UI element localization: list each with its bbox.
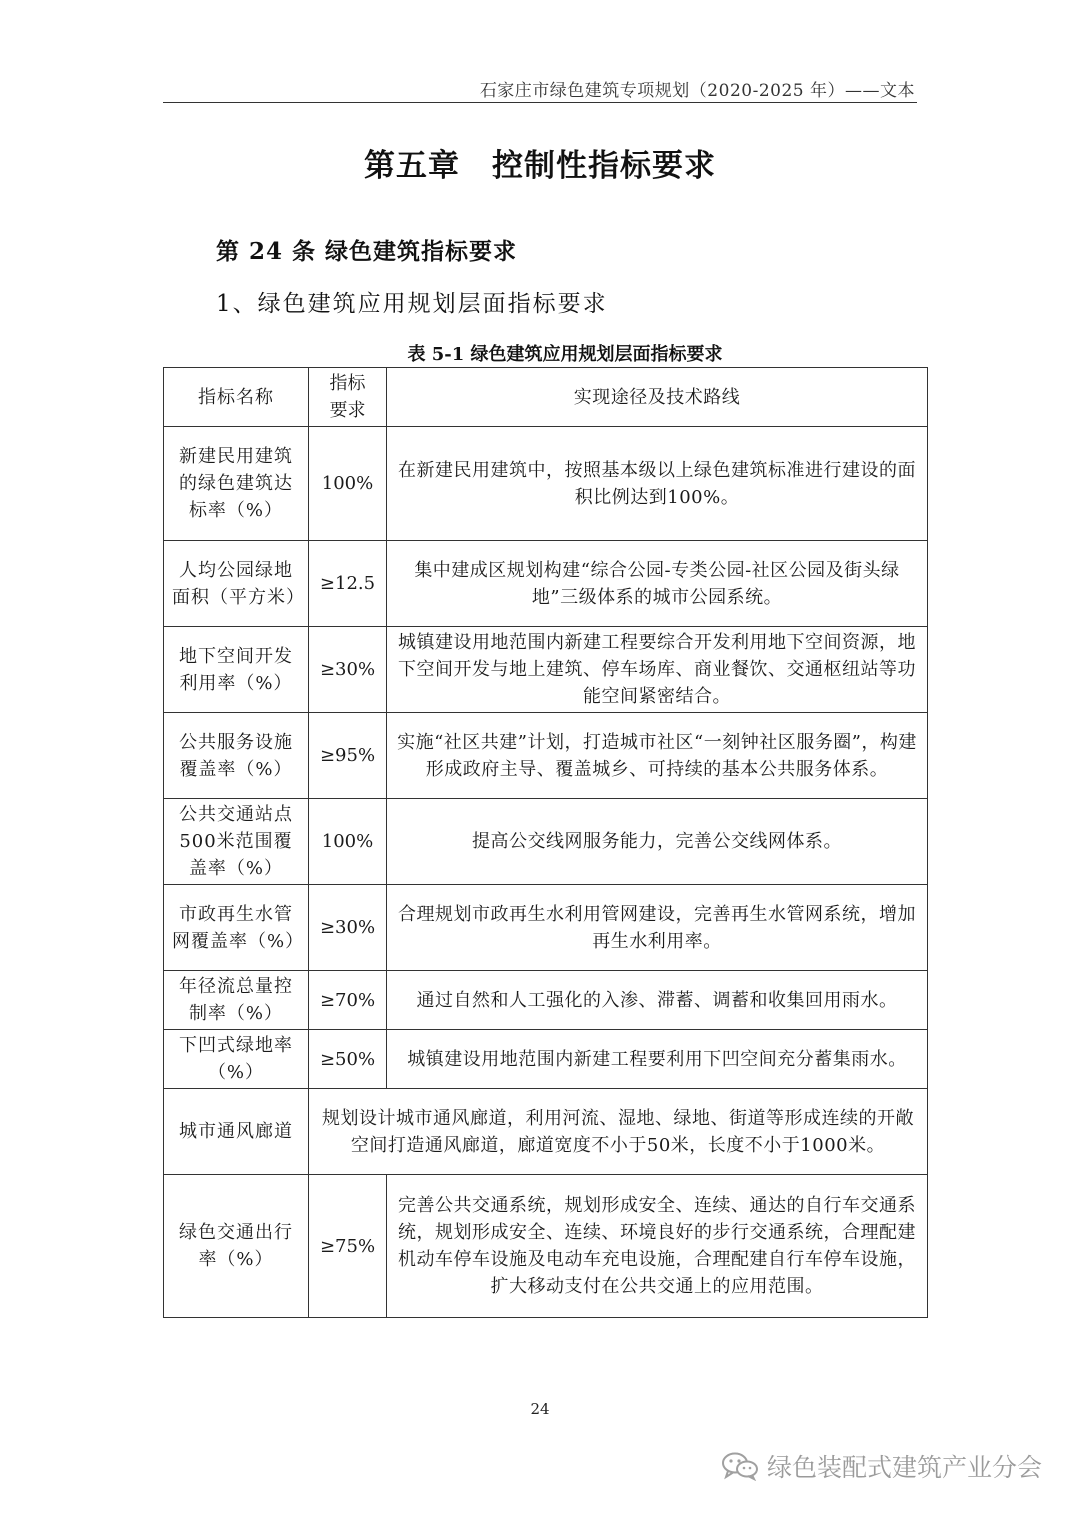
indicator-name: 人均公园绿地面积（平方米）: [164, 541, 309, 627]
indicator-name: 下凹式绿地率（%）: [164, 1030, 309, 1089]
wechat-icon: [721, 1451, 759, 1481]
table-row: [164, 885, 928, 971]
watermark-text: 绿色装配式建筑产业分会: [766, 1453, 1042, 1482]
chapter-title: 第五章 控制性指标要求: [364, 148, 716, 184]
implementation-path: 提高公交线网服务能力，完善公交线网体系。: [387, 799, 928, 885]
table-row: [164, 541, 928, 627]
indicator-requirement: 100%: [309, 427, 387, 541]
indicator-requirement: ≥50%: [309, 1030, 387, 1089]
indicator-requirement: ≥30%: [309, 885, 387, 971]
table-row: [164, 1089, 928, 1175]
indicator-name: 地下空间开发利用率（%）: [164, 627, 309, 713]
table-row: [164, 627, 928, 713]
indicator-requirement: ≥95%: [309, 713, 387, 799]
table-row: [164, 1175, 928, 1318]
article-title: 第 24 条 绿色建筑指标要求: [216, 238, 518, 265]
table-row: [164, 427, 928, 541]
table-header-row: [164, 368, 928, 427]
indicator-requirement: ≥12.5: [309, 541, 387, 627]
implementation-path: 规划设计城市通风廊道，利用河流、湿地、绿地、街道等形成连续的开敞空间打造通风廊道，廊道宽度不小于50米，长度不小于1000米。: [309, 1089, 928, 1175]
implementation-path: 在新建民用建筑中，按照基本级以上绿色建筑标准进行建设的面积比例达到100%。: [387, 427, 928, 541]
indicator-requirement: ≥30%: [309, 627, 387, 713]
indicator-requirement: ≥70%: [309, 971, 387, 1030]
header-indicator-requirement: 指标要求: [309, 368, 387, 427]
indicator-name: 绿色交通出行率（%）: [164, 1175, 309, 1318]
table-row: [164, 971, 928, 1030]
indicator-name: 公共服务设施覆盖率（%）: [164, 713, 309, 799]
table-row: [164, 1030, 928, 1089]
source-watermark: [721, 1448, 1042, 1484]
implementation-path: 完善公共交通系统，规划形成安全、连续、通达的自行车交通系统，规划形成安全、连续、环境良好的步行交通系统，合理配建机动车停车设施及电动车充电设施，合理配建自行车停车设施，扩大移动支付在公共交通上的应用范围。: [387, 1175, 928, 1318]
section-title: 1、绿色建筑应用规划层面指标要求: [216, 291, 608, 317]
implementation-path: 通过自然和人工强化的入渗、滞蓄、调蓄和收集回用雨水。: [387, 971, 928, 1030]
header-divider: [163, 102, 917, 103]
indicator-name: 年径流总量控制率（%）: [164, 971, 309, 1030]
header-implementation-path: 实现途径及技术路线: [387, 368, 928, 427]
indicator-requirement: ≥75%: [309, 1175, 387, 1318]
indicator-table: [163, 367, 928, 1318]
table-caption: 表 5-1 绿色建筑应用规划层面指标要求: [407, 344, 723, 365]
implementation-path: 合理规划市政再生水利用管网建设，完善再生水管网系统，增加再生水利用率。: [387, 885, 928, 971]
implementation-path: 城镇建设用地范围内新建工程要利用下凹空间充分蓄集雨水。: [387, 1030, 928, 1089]
implementation-path: 城镇建设用地范围内新建工程要综合开发利用地下空间资源，地下空间开发与地上建筑、停车场库、商业餐饮、交通枢纽站等功能空间紧密结合。: [387, 627, 928, 713]
indicator-name: 公共交通站点500米范围覆盖率（%）: [164, 799, 309, 885]
indicator-name: 城市通风廊道: [164, 1089, 309, 1175]
header-indicator-name: 指标名称: [164, 368, 309, 427]
indicator-name: 新建民用建筑的绿色建筑达标率（%）: [164, 427, 309, 541]
indicator-requirement: 100%: [309, 799, 387, 885]
indicator-name: 市政再生水管网覆盖率（%）: [164, 885, 309, 971]
table-row: [164, 799, 928, 885]
running-header: 石家庄市绿色建筑专项规划（2020-2025 年）——文本: [479, 81, 915, 101]
table-row: [164, 713, 928, 799]
implementation-path: 集中建成区规划构建“综合公园-专类公园-社区公园及街头绿地”三级体系的城市公园系统。: [387, 541, 928, 627]
implementation-path: 实施“社区共建”计划，打造城市社区“一刻钟社区服务圈”，构建形成政府主导、覆盖城乡、可持续的基本公共服务体系。: [387, 713, 928, 799]
page-number: 24: [530, 1400, 550, 1418]
